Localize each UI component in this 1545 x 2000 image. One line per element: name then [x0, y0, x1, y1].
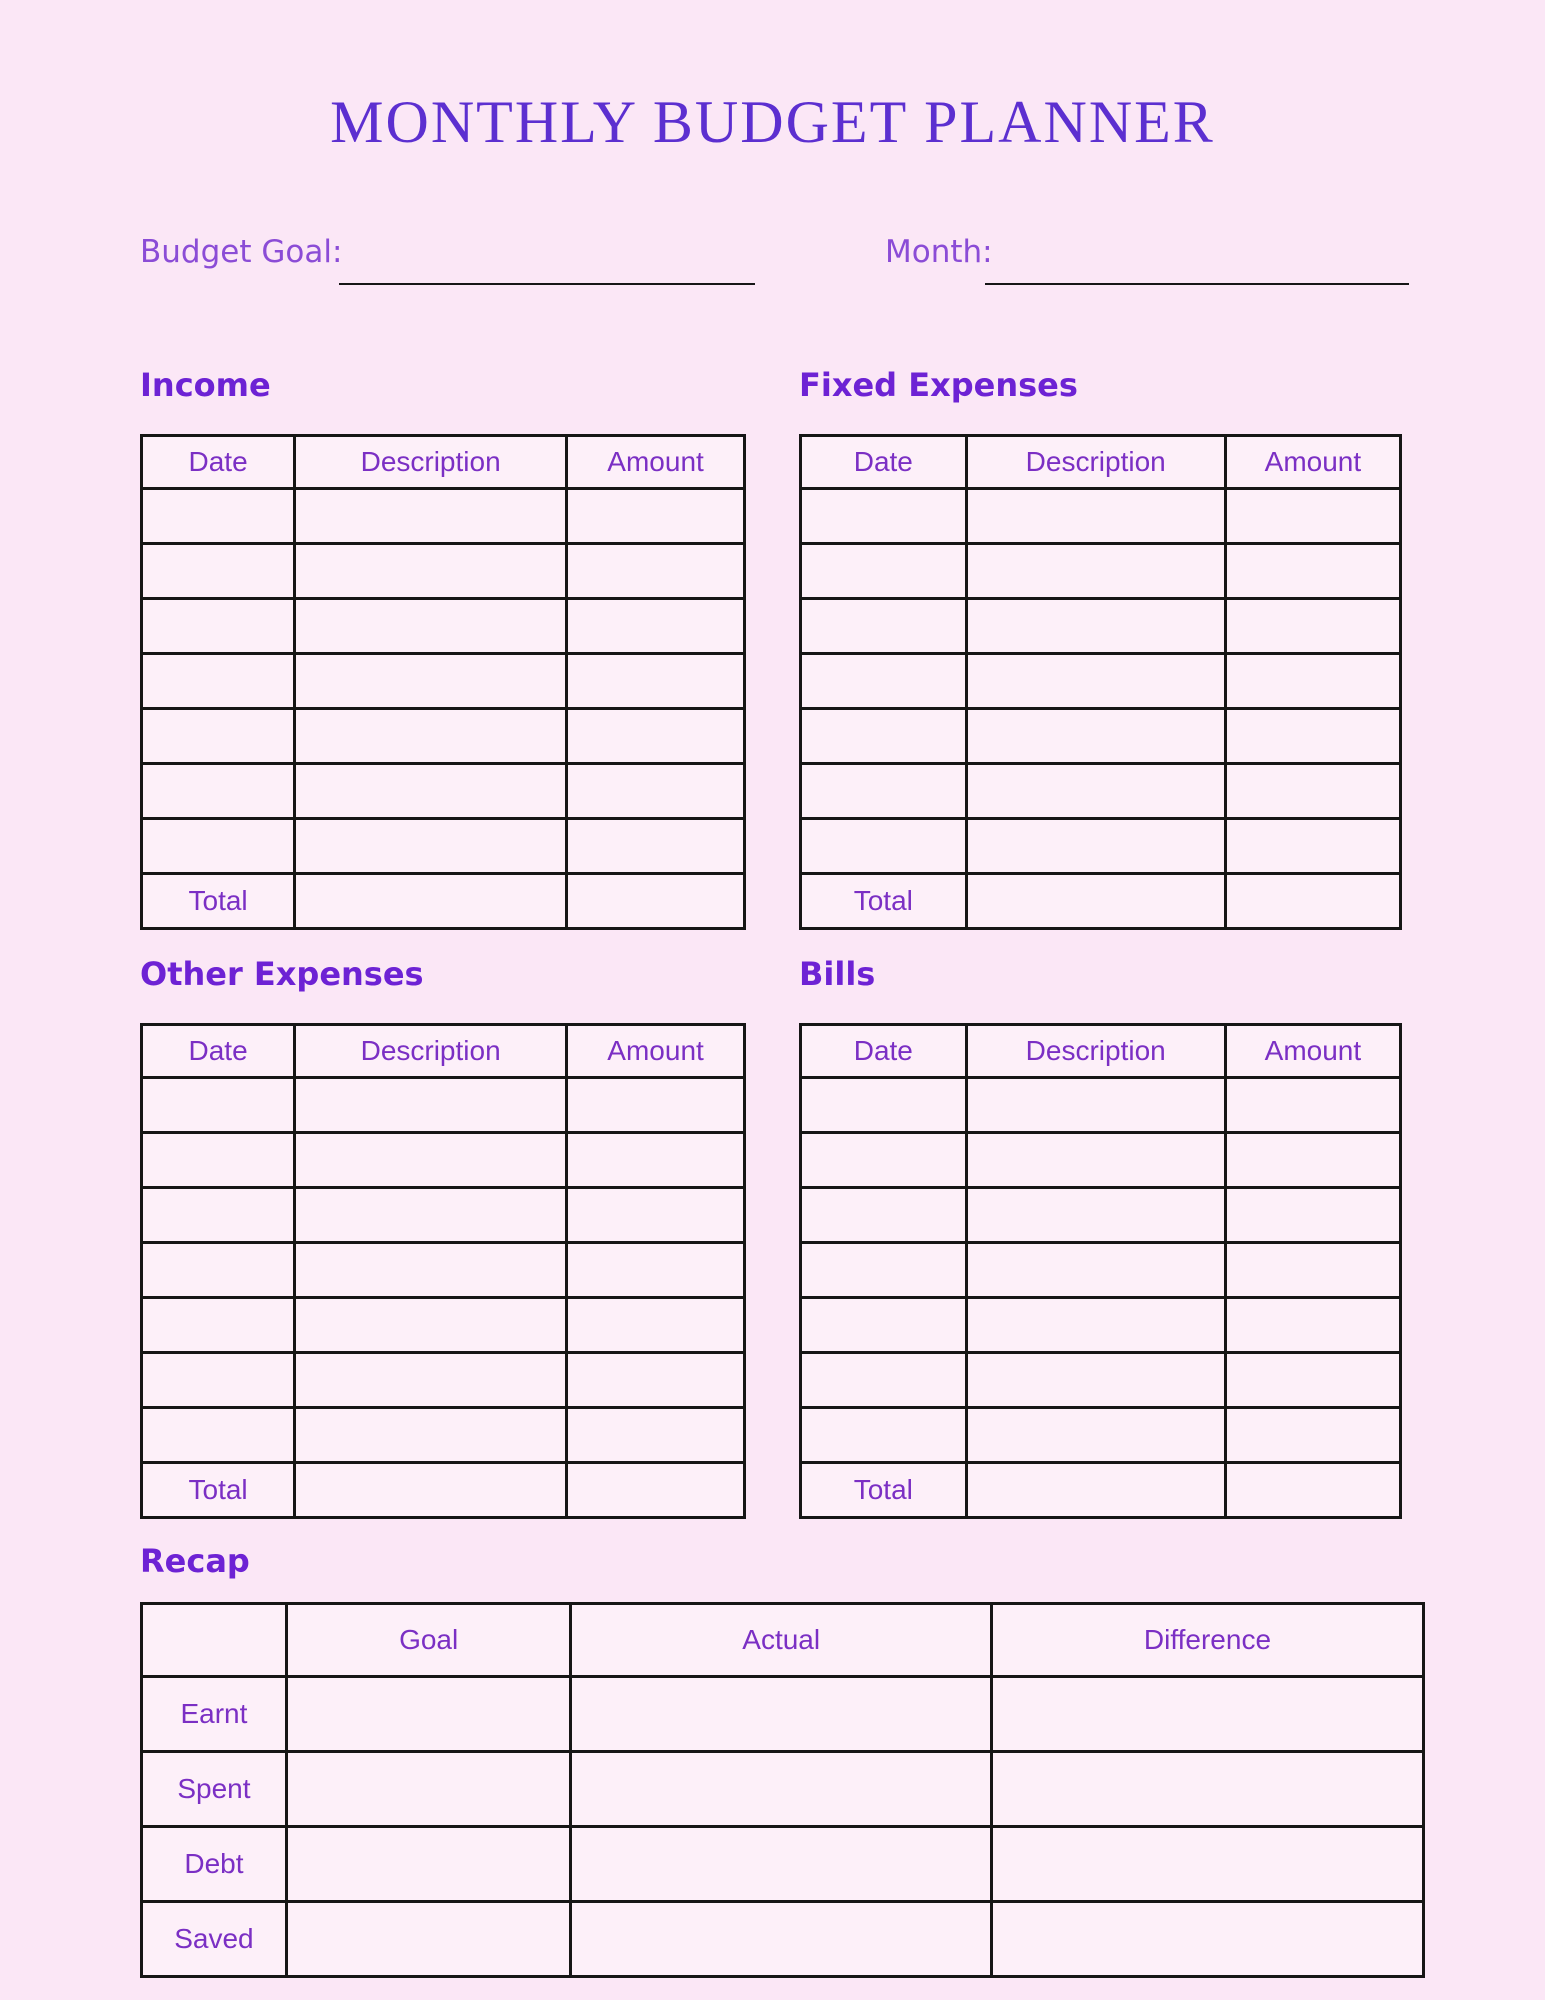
fixed-expenses-total-description-cell[interactable] [966, 874, 1225, 929]
income-cell-amount[interactable] [567, 544, 745, 599]
fixed-expenses-cell-date[interactable] [801, 764, 967, 819]
section-title-bills: Bills [799, 955, 876, 993]
section-title-other-expenses: Other Expenses [140, 955, 424, 993]
table-row [801, 819, 1401, 874]
table-row [142, 489, 745, 544]
table-row [142, 709, 745, 764]
bills-cell-description[interactable] [966, 1243, 1225, 1298]
bills-cell-amount[interactable] [1225, 1408, 1400, 1463]
other-expenses-cell-description[interactable] [295, 1133, 567, 1188]
income-total-amount-cell[interactable] [567, 874, 745, 929]
bills-cell-date[interactable] [801, 1078, 967, 1133]
section-title-recap: Recap [140, 1542, 250, 1580]
income-cell-date[interactable] [142, 544, 295, 599]
income-cell-amount[interactable] [567, 489, 745, 544]
other-expenses-cell-date[interactable] [142, 1408, 295, 1463]
table-row [142, 1188, 745, 1243]
fixed-expenses-column-header-description: Description [966, 436, 1225, 489]
income-cell-amount[interactable] [567, 599, 745, 654]
bills-cell-date[interactable] [801, 1133, 967, 1188]
other-expenses-column-header-amount: Amount [567, 1025, 745, 1078]
bills-total-amount-cell[interactable] [1225, 1463, 1400, 1518]
income-cell-description[interactable] [295, 819, 567, 874]
other-expenses-cell-description[interactable] [295, 1353, 567, 1408]
recap-row-label-spent: Spent [142, 1752, 287, 1827]
recap-cell-saved-actual[interactable] [571, 1902, 991, 1977]
other-expenses-column-header-date: Date [142, 1025, 295, 1078]
bills-cell-description[interactable] [966, 1133, 1225, 1188]
bills-cell-description[interactable] [966, 1298, 1225, 1353]
other-expenses-cell-amount[interactable] [567, 1353, 745, 1408]
other-expenses-cell-description[interactable] [295, 1078, 567, 1133]
bills-cell-date[interactable] [801, 1298, 967, 1353]
table-row [142, 1243, 745, 1298]
other-expenses-cell-date[interactable] [142, 1298, 295, 1353]
recap-row-earnt [142, 1677, 1424, 1752]
bills-column-header-date: Date [801, 1025, 967, 1078]
recap-cell-saved-goal[interactable] [286, 1902, 571, 1977]
table-row [142, 1408, 745, 1463]
fixed-expenses-cell-amount[interactable] [1225, 709, 1400, 764]
recap-cell-spent-difference[interactable] [991, 1752, 1423, 1827]
table-row [801, 544, 1401, 599]
recap-section [140, 1541, 1425, 1978]
section-title-fixed-expenses: Fixed Expenses [799, 366, 1078, 404]
total-row [801, 874, 1401, 929]
income-cell-date[interactable] [142, 489, 295, 544]
income-cell-date[interactable] [142, 764, 295, 819]
table-row [801, 709, 1401, 764]
table-row [801, 1243, 1401, 1298]
total-row [142, 1463, 745, 1518]
table-row [142, 1133, 745, 1188]
table-row [142, 819, 745, 874]
other-expenses-total-description-cell[interactable] [295, 1463, 567, 1518]
table-header-row [801, 1025, 1401, 1078]
recap-cell-earnt-difference[interactable] [991, 1677, 1423, 1752]
recap-row-label-earnt: Earnt [142, 1677, 287, 1752]
budget-goal-label: Budget Goal: [140, 234, 343, 270]
other-expenses-cell-date[interactable] [142, 1078, 295, 1133]
other-expenses-cell-amount[interactable] [567, 1188, 745, 1243]
other-expenses-cell-date[interactable] [142, 1353, 295, 1408]
bills-cell-date[interactable] [801, 1188, 967, 1243]
recap-cell-saved-difference[interactable] [991, 1902, 1423, 1977]
table-row [142, 1298, 745, 1353]
other-expenses-cell-date[interactable] [142, 1133, 295, 1188]
recap-column-header-difference: Difference [991, 1604, 1423, 1677]
other-expenses-section [140, 954, 746, 1519]
other-expenses-cell-description[interactable] [295, 1243, 567, 1298]
bills-cell-amount[interactable] [1225, 1133, 1400, 1188]
budget-goal-input-line[interactable] [339, 239, 755, 285]
table-row [801, 1078, 1401, 1133]
table-row [801, 489, 1401, 544]
recap-cell-earnt-actual[interactable] [571, 1677, 991, 1752]
recap-corner-cell [142, 1604, 287, 1677]
month-input-line[interactable] [985, 239, 1409, 285]
recap-cell-spent-goal[interactable] [286, 1752, 571, 1827]
fixed-expenses-cell-description[interactable] [966, 819, 1225, 874]
fixed-expenses-cell-amount[interactable] [1225, 654, 1400, 709]
fixed-expenses-cell-description[interactable] [966, 709, 1225, 764]
other-expenses-table [140, 1023, 746, 1519]
table-row [801, 1188, 1401, 1243]
fixed-expenses-total-amount-cell[interactable] [1225, 874, 1400, 929]
fixed-expenses-cell-date[interactable] [801, 819, 967, 874]
other-expenses-cell-amount[interactable] [567, 1298, 745, 1353]
income-cell-date[interactable] [142, 709, 295, 764]
section-title-income: Income [140, 366, 271, 404]
bills-cell-description[interactable] [966, 1188, 1225, 1243]
month-label: Month: [885, 234, 993, 270]
table-row [801, 1298, 1401, 1353]
table-row [142, 1353, 745, 1408]
income-cell-amount[interactable] [567, 709, 745, 764]
income-cell-date[interactable] [142, 819, 295, 874]
recap-row-debt [142, 1827, 1424, 1902]
fixed-expenses-total-label: Total [801, 874, 967, 929]
income-cell-amount[interactable] [567, 654, 745, 709]
other-expenses-cell-amount[interactable] [567, 1408, 745, 1463]
other-expenses-column-header-description: Description [295, 1025, 567, 1078]
income-cell-description[interactable] [295, 599, 567, 654]
total-row [142, 874, 745, 929]
table-row [142, 1078, 745, 1133]
recap-cell-earnt-goal[interactable] [286, 1677, 571, 1752]
table-row [142, 654, 745, 709]
total-row [801, 1463, 1401, 1518]
bills-total-label: Total [801, 1463, 967, 1518]
other-expenses-total-label: Total [142, 1463, 295, 1518]
table-row [801, 1353, 1401, 1408]
recap-row-label-debt: Debt [142, 1827, 287, 1902]
table-header-row [801, 436, 1401, 489]
bills-section [799, 954, 1402, 1519]
table-row [142, 599, 745, 654]
other-expenses-cell-amount[interactable] [567, 1078, 745, 1133]
bills-cell-amount[interactable] [1225, 1188, 1400, 1243]
fixed-expenses-section [799, 365, 1402, 930]
recap-row-saved [142, 1902, 1424, 1977]
fixed-expenses-table [799, 434, 1402, 930]
bills-cell-date[interactable] [801, 1243, 967, 1298]
other-expenses-cell-date[interactable] [142, 1243, 295, 1298]
income-cell-description[interactable] [295, 764, 567, 819]
bills-cell-date[interactable] [801, 1408, 967, 1463]
fixed-expenses-cell-amount[interactable] [1225, 819, 1400, 874]
recap-cell-debt-actual[interactable] [571, 1827, 991, 1902]
recap-cell-debt-goal[interactable] [286, 1827, 571, 1902]
recap-cell-debt-difference[interactable] [991, 1827, 1423, 1902]
income-column-header-description: Description [295, 436, 567, 489]
table-row [142, 544, 745, 599]
income-cell-amount[interactable] [567, 764, 745, 819]
income-section [140, 365, 746, 930]
table-row [801, 599, 1401, 654]
recap-column-header-goal: Goal [286, 1604, 571, 1677]
bills-total-description-cell[interactable] [966, 1463, 1225, 1518]
table-row [801, 1408, 1401, 1463]
fixed-expenses-cell-amount[interactable] [1225, 599, 1400, 654]
income-cell-date[interactable] [142, 654, 295, 709]
recap-row-label-saved: Saved [142, 1902, 287, 1977]
bills-cell-description[interactable] [966, 1408, 1225, 1463]
bills-column-header-amount: Amount [1225, 1025, 1400, 1078]
income-total-description-cell[interactable] [295, 874, 567, 929]
other-expenses-cell-description[interactable] [295, 1408, 567, 1463]
fixed-expenses-cell-description[interactable] [966, 599, 1225, 654]
fixed-expenses-cell-description[interactable] [966, 654, 1225, 709]
fixed-expenses-cell-date[interactable] [801, 544, 967, 599]
other-expenses-cell-amount[interactable] [567, 1243, 745, 1298]
table-row [801, 654, 1401, 709]
bills-column-header-description: Description [966, 1025, 1225, 1078]
table-row [801, 1133, 1401, 1188]
other-expenses-total-amount-cell[interactable] [567, 1463, 745, 1518]
recap-header-row [142, 1604, 1424, 1677]
fixed-expenses-cell-date[interactable] [801, 599, 967, 654]
income-cell-amount[interactable] [567, 819, 745, 874]
fixed-expenses-cell-date[interactable] [801, 709, 967, 764]
fixed-expenses-cell-amount[interactable] [1225, 764, 1400, 819]
other-expenses-cell-amount[interactable] [567, 1133, 745, 1188]
other-expenses-cell-description[interactable] [295, 1298, 567, 1353]
recap-column-header-actual: Actual [571, 1604, 991, 1677]
table-header-row [142, 436, 745, 489]
table-header-row [142, 1025, 745, 1078]
fixed-expenses-cell-description[interactable] [966, 544, 1225, 599]
fixed-expenses-column-header-date: Date [801, 436, 967, 489]
income-total-label: Total [142, 874, 295, 929]
fixed-expenses-cell-amount[interactable] [1225, 544, 1400, 599]
page-title: MONTHLY BUDGET PLANNER [330, 89, 1215, 155]
bills-cell-description[interactable] [966, 1078, 1225, 1133]
fixed-expenses-cell-date[interactable] [801, 654, 967, 709]
income-cell-date[interactable] [142, 599, 295, 654]
fixed-expenses-cell-date[interactable] [801, 489, 967, 544]
income-table [140, 434, 746, 930]
income-cell-description[interactable] [295, 654, 567, 709]
table-row [801, 764, 1401, 819]
bills-cell-amount[interactable] [1225, 1078, 1400, 1133]
income-column-header-amount: Amount [567, 436, 745, 489]
fixed-expenses-cell-description[interactable] [966, 489, 1225, 544]
income-cell-description[interactable] [295, 544, 567, 599]
income-cell-description[interactable] [295, 489, 567, 544]
bills-cell-amount[interactable] [1225, 1298, 1400, 1353]
bills-cell-amount[interactable] [1225, 1353, 1400, 1408]
bills-cell-description[interactable] [966, 1353, 1225, 1408]
table-row [142, 764, 745, 819]
other-expenses-cell-description[interactable] [295, 1188, 567, 1243]
fixed-expenses-cell-description[interactable] [966, 764, 1225, 819]
bills-cell-date[interactable] [801, 1353, 967, 1408]
recap-table [140, 1602, 1425, 1978]
income-cell-description[interactable] [295, 709, 567, 764]
recap-cell-spent-actual[interactable] [571, 1752, 991, 1827]
fixed-expenses-cell-amount[interactable] [1225, 489, 1400, 544]
recap-row-spent [142, 1752, 1424, 1827]
bills-table [799, 1023, 1402, 1519]
other-expenses-cell-date[interactable] [142, 1188, 295, 1243]
income-column-header-date: Date [142, 436, 295, 489]
bills-cell-amount[interactable] [1225, 1243, 1400, 1298]
fixed-expenses-column-header-amount: Amount [1225, 436, 1400, 489]
